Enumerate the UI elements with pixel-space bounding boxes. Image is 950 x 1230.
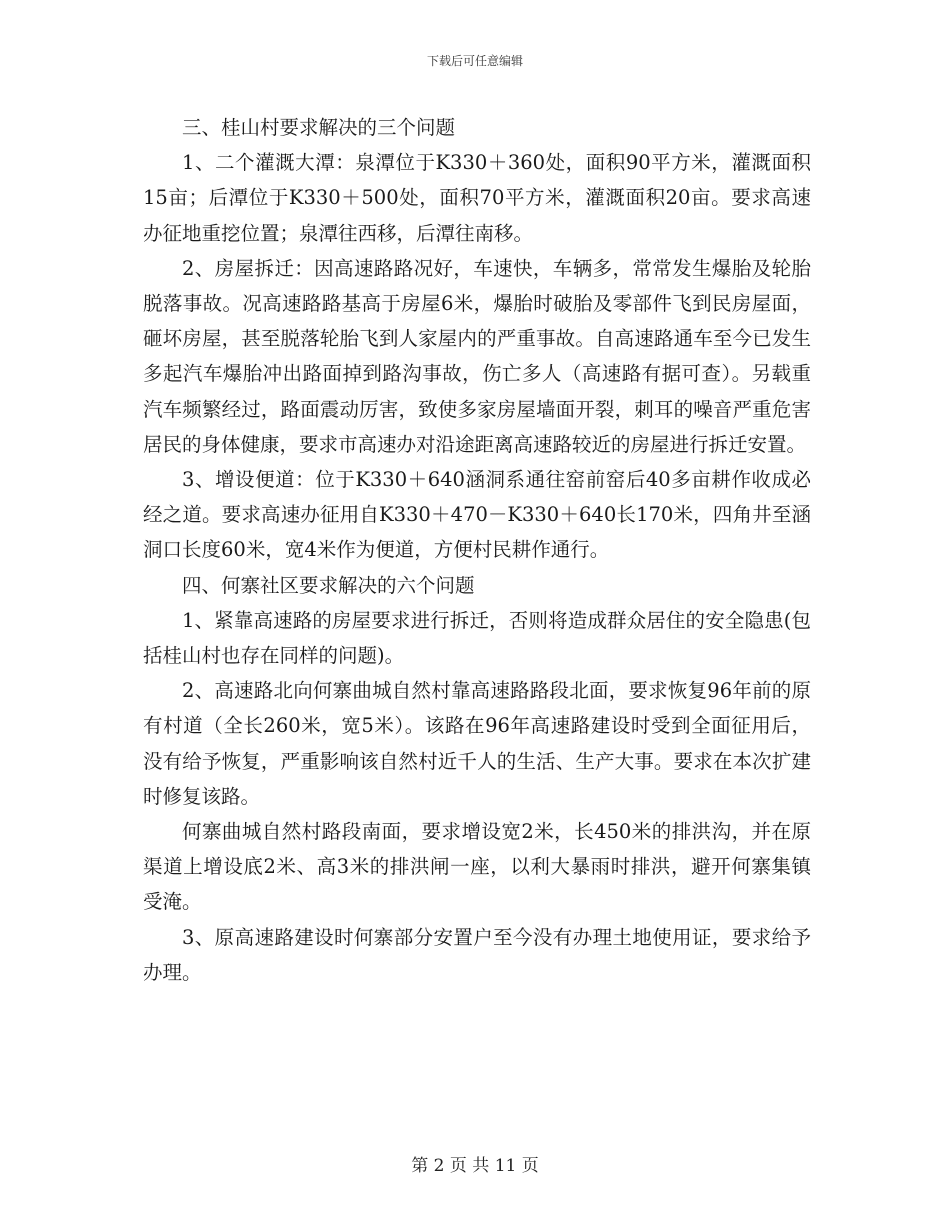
section-heading-guishan: 三、桂山村要求解决的三个问题 [182, 116, 456, 139]
document-body [143, 110, 811, 990]
paragraph-hezhai-demolition: 1、紧靠高速路的房屋要求进行拆迁，否则将造成群众居住的安全隐患(包括桂山村也存在同样的问题)。 [143, 608, 811, 668]
page-header-note: 下载后可任意编辑 [426, 54, 523, 68]
paragraph-house-demolition: 2、房屋拆迁：因高速路路况好，车速快，车辆多，常常发生爆胎及轮胎脱落事故。况高速路路基高于房屋6米，爆胎时破胎及零部件飞到民房屋面，砸坏房屋，甚至脱落轮胎飞到人家屋内的严重事故。自高速路通车至今已发生多起汽车爆胎冲出路面掉到路沟事故，伤亡多人（高速路有据可查）。另载重汽车频繁经过，路面震动厉害，致使多家房屋墙面开裂，刺耳的噪音严重危害居民的身体健康，要求市高速办对沿途距离高速路较近的房屋进行拆迁安置。 [143, 256, 811, 456]
paragraph-access-road: 3、增设便道：位于K330＋640涵洞系通往窑前窑后40多亩耕作收成必经之道。要求高速办征用自K330＋470－K330＋640长170米，四角井至涵洞口长度60米，宽4米作为便道，方便村民耕作通行。 [143, 468, 811, 562]
section-heading-hezhai: 四、何寨社区要求解决的六个问题 [182, 573, 475, 597]
paragraph-flood-ditch: 何寨曲城自然村路段南面，要求增设宽2米，长450米的排洪沟，并在原渠道上增设底2米、高3米的排洪闸一座，以利大暴雨时排洪，避开何寨集镇受淹。 [143, 820, 811, 914]
paragraph-village-road: 2、高速路北向何寨曲城自然村靠高速路路段北面，要求恢复96年前的原有村道（全长260米，宽5米）。该路在96年高速路建设时受到全面征用后，没有给予恢复，严重影响该自然村近千人的生活、生产大事。要求在本次扩建时修复该路。 [143, 679, 811, 808]
page-number: 第 2 页 共 11 页 [411, 1156, 539, 1176]
paragraph-land-certificate: 3、原高速路建设时何寨部分安置户至今没有办理土地使用证，要求给予办理。 [143, 925, 811, 984]
paragraph-irrigation-ponds: 1、二个灌溉大潭：泉潭位于K330＋360处，面积90平方米，灌溉面积15亩；后潭位于K330＋500处，面积70平方米，灌溉面积20亩。要求高速办征地重挖位置；泉潭往西移，后潭往南移。 [143, 151, 811, 245]
